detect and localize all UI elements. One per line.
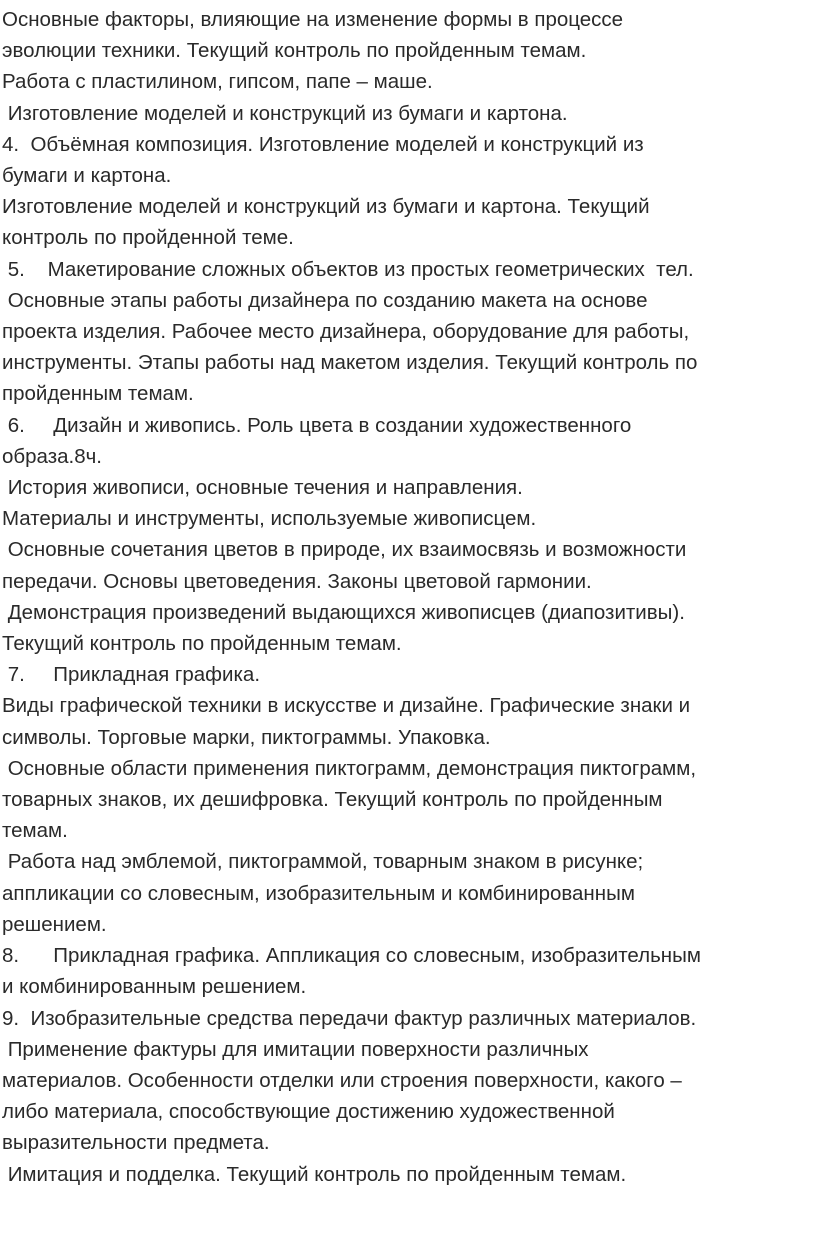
text-line: материалов. Особенности отделки или строения поверхности, какого – — [2, 1068, 682, 1092]
text-line: 9. Изобразительные средства передачи фактур различных материалов. — [2, 1006, 697, 1030]
text-line: темам. — [2, 819, 68, 843]
text-line: выразительности предмета. — [2, 1131, 270, 1155]
text-line: 7. Прикладная графика. — [2, 663, 261, 687]
text-line: Изготовление моделей и конструкций из бумаги и картона. Текущий — [2, 195, 650, 219]
text-line: либо материала, способствующие достижению художественной — [2, 1100, 615, 1124]
text-line: Основные факторы, влияющие на изменение формы в процессе — [2, 8, 624, 31]
text-line: Основные этапы работы дизайнера по созданию макета на основе — [2, 288, 648, 312]
text-line: Применение фактуры для имитации поверхности различных — [2, 1037, 589, 1061]
text-line: решением. — [2, 912, 107, 936]
text-line: Работа над эмблемой, пиктограммой, товарным знаком в рисунке; — [2, 850, 644, 874]
text-line: эволюции техники. Текущий контроль по пройденным темам. — [2, 39, 587, 63]
text-line: 6. Дизайн и живопись. Роль цвета в создании художественного — [2, 413, 632, 437]
text-line: Изготовление моделей и конструкций из бумаги и картона. — [2, 101, 568, 125]
text-line: Демонстрация произведений выдающихся живописцев (диапозитивы). — [2, 600, 685, 624]
text-line: образа.8ч. — [2, 444, 102, 468]
text-line: Текущий контроль по пройденным темам. — [2, 632, 402, 656]
text-line: Материалы и инструменты, используемые живописцем. — [2, 507, 537, 531]
text-line: История живописи, основные течения и направления. — [2, 476, 523, 500]
text-line: 4. Объёмная композиция. Изготовление моделей и конструкций из — [2, 132, 644, 156]
text-line: символы. Торговые марки, пиктограммы. Упаковка. — [2, 725, 491, 749]
text-line: Основные сочетания цветов в природе, их взаимосвязь и возможности — [2, 538, 687, 562]
text-line: товарных знаков, их дешифровка. Текущий контроль по пройденным — [2, 788, 663, 812]
text-line: проекта изделия. Рабочее место дизайнера, оборудование для работы, — [2, 320, 690, 344]
text-line: бумаги и картона. — [2, 164, 172, 188]
text-line: Основные области применения пиктограмм, демонстрация пиктограмм, — [2, 756, 697, 780]
text-line: контроль по пройденной теме. — [2, 226, 294, 250]
text-line: инструменты. Этапы работы над макетом изделия. Текущий контроль по — [2, 351, 698, 375]
text-line: передачи. Основы цветоведения. Законы цветовой гармонии. — [2, 569, 592, 593]
text-line: пройденным темам. — [2, 382, 194, 406]
text-line: Работа с пластилином, гипсом, папе – маше. — [2, 70, 433, 94]
text-line: аппликации со словесным, изобразительным и комбинированным — [2, 881, 635, 905]
text-line: 5. Макетирование сложных объектов из простых геометрических тел. — [2, 257, 694, 281]
text-line: 8. Прикладная графика. Аппликация со словесным, изобразительным — [2, 944, 701, 968]
text-line: Виды графической техники в искусстве и дизайне. Графические знаки и — [2, 694, 691, 718]
text-line: Имитация и подделка. Текущий контроль по пройденным темам. — [2, 1162, 627, 1186]
text-line: и комбинированным решением. — [2, 975, 307, 999]
